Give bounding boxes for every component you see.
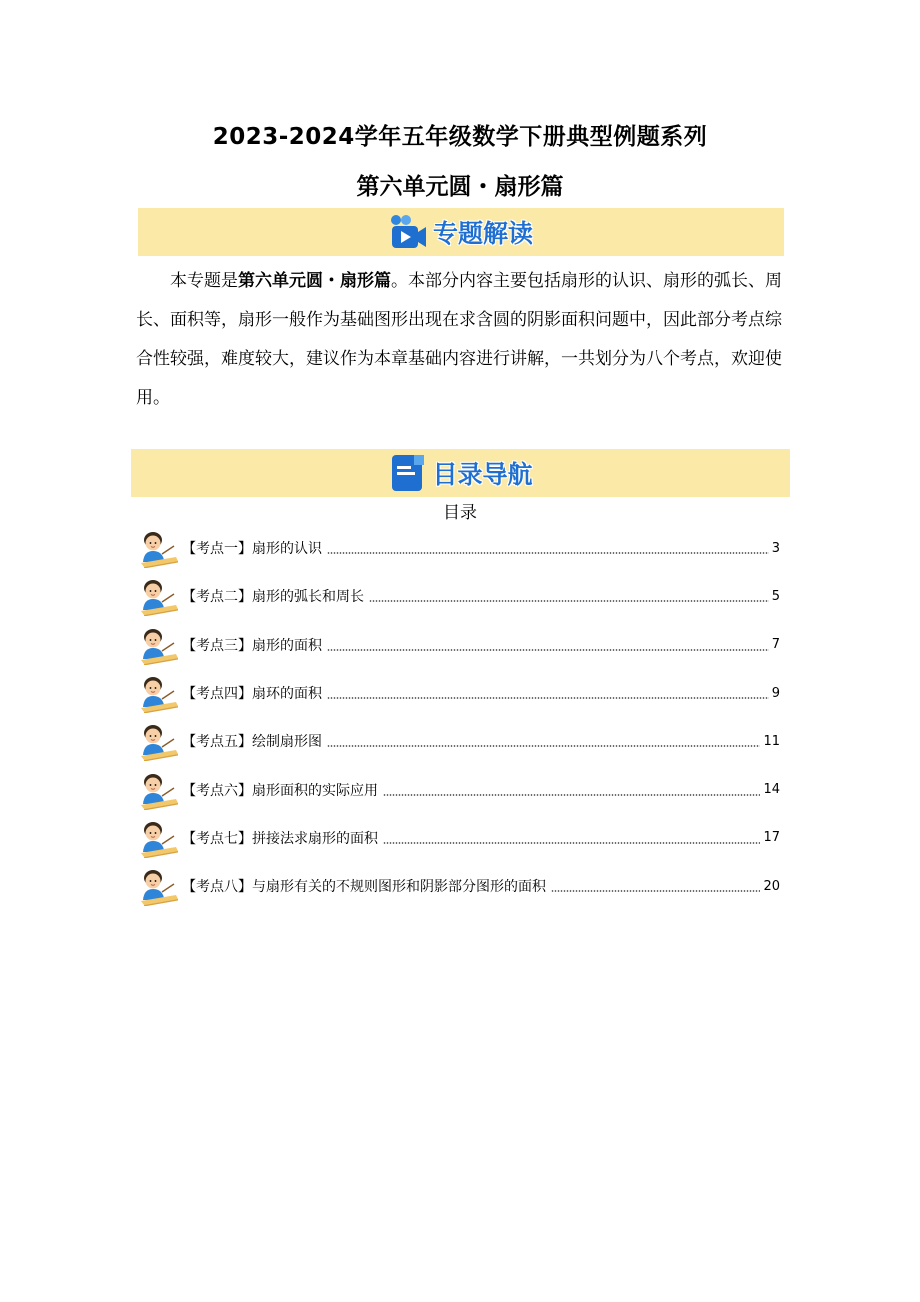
toc-leader-dots (551, 890, 760, 892)
document-title: 2023-2024学年五年级数学下册典型例题系列 (212, 124, 708, 150)
toc-page-number[interactable]: 17 (763, 830, 780, 846)
toc-leader-dots (327, 697, 769, 699)
toc-page-number[interactable]: 5 (771, 588, 780, 604)
toc-leader-dots (327, 649, 769, 651)
toc-row[interactable] (140, 669, 780, 717)
student-avatar-icon (140, 625, 180, 665)
toc-leader-dots (383, 794, 760, 796)
toc-entry-label[interactable]: 【考点五】绘制扇形图 (182, 734, 322, 751)
toc-row[interactable] (140, 717, 780, 765)
student-avatar-icon (140, 721, 180, 761)
student-avatar-icon (140, 770, 180, 810)
toc-leader-dots (327, 552, 769, 554)
student-avatar-icon (140, 818, 180, 858)
toc-row[interactable] (140, 765, 780, 813)
section-heading-toc: 目录导航 (432, 460, 533, 489)
document-subtitle: 第六单元圆・扇形篇 (356, 174, 564, 200)
toc-row[interactable] (140, 862, 780, 910)
toc-leader-dots (327, 745, 760, 747)
intro-bold: 第六单元圆・扇形篇 (238, 271, 391, 291)
toc-page-number[interactable]: 20 (763, 878, 780, 894)
toc-page-number[interactable]: 9 (771, 685, 780, 701)
section-banner-topic (138, 208, 784, 256)
toc-page-number[interactable]: 14 (763, 782, 780, 798)
toc-row[interactable] (140, 621, 780, 669)
toc-row[interactable] (140, 572, 780, 620)
student-avatar-icon (140, 866, 180, 906)
intro-prefix: 本专题是 (170, 271, 238, 291)
toc-leader-dots (383, 842, 760, 844)
toc-entry-label[interactable]: 【考点七】拼接法求扇形的面积 (182, 830, 378, 847)
table-of-contents (140, 524, 780, 910)
student-avatar-icon (140, 576, 180, 616)
toc-page-number[interactable]: 7 (771, 637, 780, 653)
toc-leader-dots (369, 600, 769, 602)
toc-entry-label[interactable]: 【考点三】扇形的面积 (182, 637, 322, 654)
toc-entry-label[interactable]: 【考点六】扇形面积的实际应用 (182, 782, 378, 799)
toc-page-number[interactable]: 3 (771, 540, 780, 556)
toc-entry-label[interactable]: 【考点四】扇环的面积 (182, 686, 322, 703)
toc-entry-label[interactable]: 【考点二】扇形的弧长和周长 (182, 589, 364, 606)
toc-title: 目录 (443, 503, 477, 523)
toc-page-number[interactable]: 11 (763, 733, 780, 749)
section-heading-topic: 专题解读 (432, 219, 533, 248)
section-banner-toc (131, 449, 790, 497)
toc-entry-label[interactable]: 【考点八】与扇形有关的不规则图形和阴影部分图形的面积 (182, 879, 546, 896)
toc-row[interactable] (140, 524, 780, 572)
document-list-icon (388, 452, 428, 494)
intro-paragraph (136, 262, 782, 418)
video-play-icon (389, 212, 429, 252)
intro-rest: 。本部分内容主要包括扇形的认识、扇形的弧长、周长、面积等，扇形一般作为基础图形出现在求含圆的阴影面积问题中，因此部分考点综合性较强，难度较大，建议作为本章基础内容进行讲解，一共划分为八个考点，欢迎使用。 (136, 271, 782, 408)
toc-row[interactable] (140, 814, 780, 862)
toc-entry-label[interactable]: 【考点一】扇形的认识 (182, 541, 322, 558)
student-avatar-icon (140, 528, 180, 568)
student-avatar-icon (140, 673, 180, 713)
